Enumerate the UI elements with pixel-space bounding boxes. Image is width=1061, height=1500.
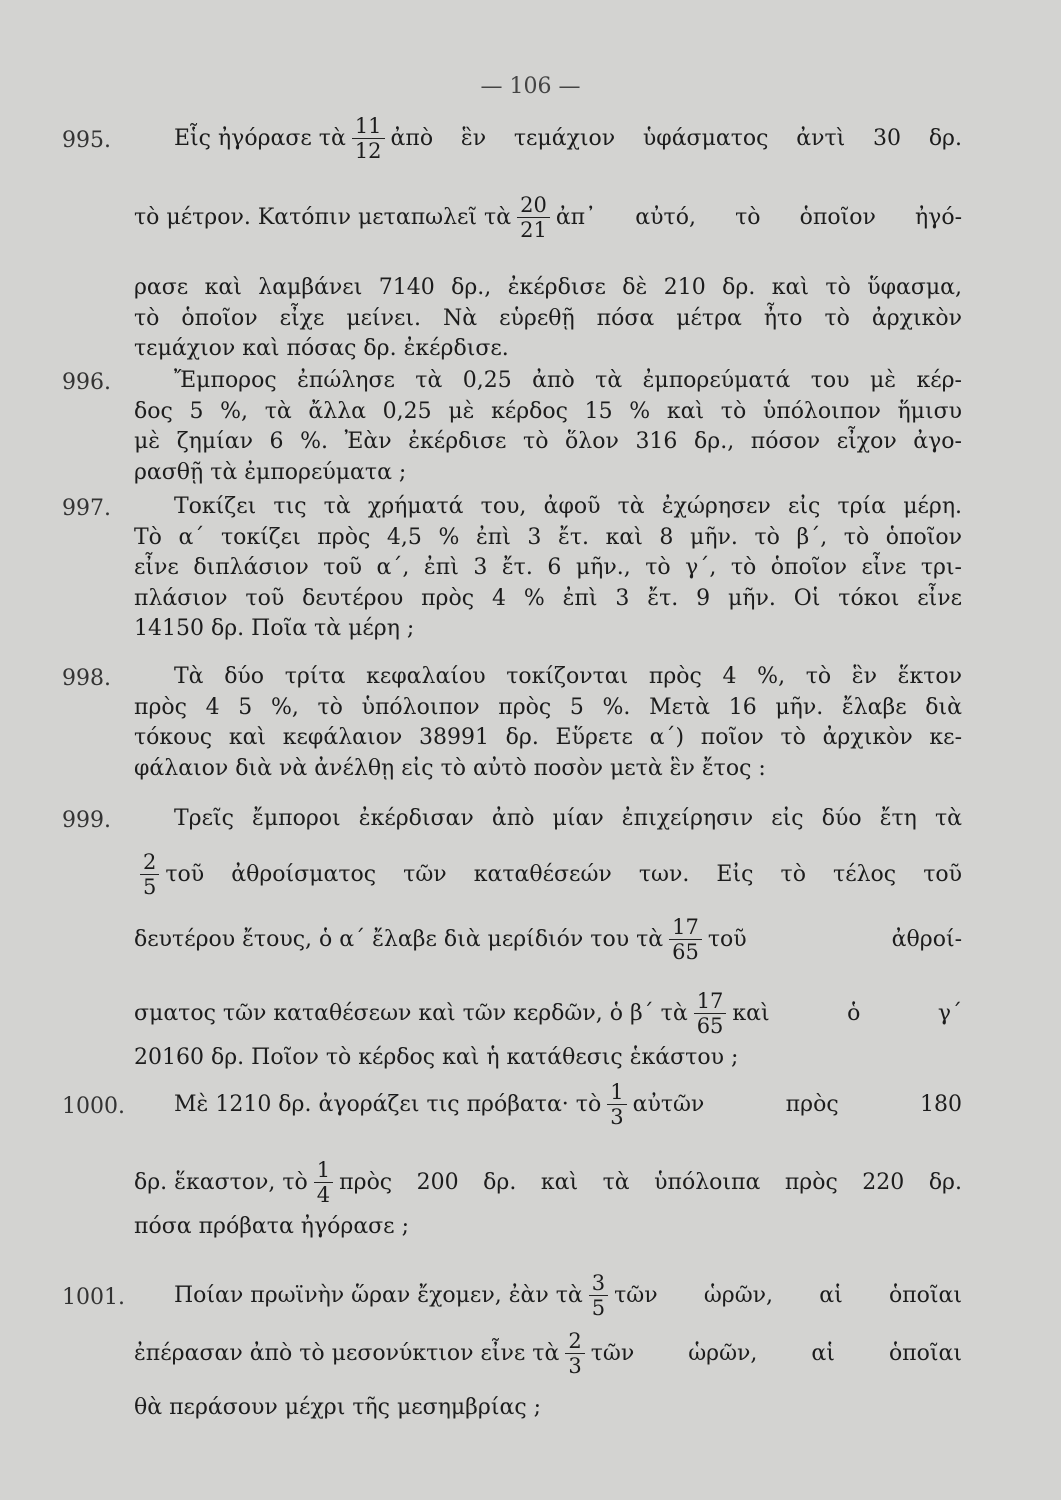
fraction	[669, 915, 702, 964]
line-text: Τρεῖς ἔμποροι ἐκέρδισαν ἀπὸ μίαν ἐπιχείρησιν εἰς δύο ἔτη τὰ	[174, 806, 962, 831]
line-text-after-fraction: τῶν ὡρῶν, αἱ ὁποῖαι	[614, 1282, 962, 1308]
line-text-after-fraction: ἀπὸ ἓν τεμάχιον ὑφάσματος ἀντὶ 30 δρ.	[390, 125, 962, 151]
fraction	[314, 1158, 333, 1207]
fraction-denominator: 4	[314, 1182, 333, 1207]
fraction	[140, 850, 159, 899]
text-line	[134, 756, 962, 782]
line-text-before-fraction: σματος τῶν καταθέσεων καὶ τῶν κερδῶν, ὁ β΄ τὰ	[134, 1000, 688, 1026]
fraction	[589, 1271, 608, 1320]
line-text-before-fraction: ἐπέρασαν ἀπὸ τὸ μεσονύκτιον εἶνε τὰ	[134, 1340, 560, 1366]
fraction	[517, 193, 550, 242]
text-line	[134, 336, 962, 362]
fraction-numerator: 20	[520, 193, 547, 217]
line-text-before-fraction: Ποίαν πρωϊνὴν ὥραν ἔχομεν, ἐὰν τὰ	[174, 1282, 583, 1308]
line-text-before-fraction: Εἷς ἠγόρασε τὰ	[174, 125, 346, 151]
fraction-denominator: 5	[589, 1295, 608, 1320]
line-text: τόκους καὶ κεφάλαιον 38991 δρ. Εὕρετε α΄) ποῖον τὸ ἀρχικὸν κε-	[134, 725, 962, 750]
line-text-after-fraction: τοῦ ἀθροίσματος τῶν καταθέσεών των. Εἰς τὸ τέλος τοῦ	[165, 861, 962, 887]
fraction	[607, 1080, 626, 1129]
text-line	[134, 429, 962, 455]
text-line	[174, 664, 962, 690]
line-text-after-fraction: ἀπ᾽ αὐτό, τὸ ὁποῖον ἠγό-	[555, 204, 962, 230]
line-text-before-fraction: δρ. ἕκαστον, τὸ	[134, 1169, 308, 1195]
text-line	[134, 586, 962, 612]
line-text-after-fraction: τῶν ὡρῶν, αἱ ὁποῖαι	[590, 1340, 962, 1366]
text-line	[134, 616, 962, 642]
text-line	[134, 555, 962, 581]
fraction-denominator: 12	[352, 138, 385, 163]
text-line	[134, 989, 962, 1038]
fraction-numerator: 17	[696, 989, 724, 1013]
line-text: θὰ περάσουν μέχρι τῆς μεσημβρίας ;	[134, 1395, 542, 1420]
line-text: ρασε καὶ λαμβάνει 7140 δρ., ἐκέρδισε δὲ 210 δρ. καὶ τὸ ὕφασμα,	[134, 275, 962, 300]
problem-number: 998.	[62, 666, 111, 691]
problem-number: 997.	[62, 496, 111, 521]
problem-number: 1001.	[62, 1285, 125, 1310]
fraction-denominator: 3	[565, 1353, 584, 1378]
fraction	[352, 114, 385, 163]
line-text: Ἔμπορος ἐπώλησε τὰ 0,25 ἀπὸ τὰ ἐμπορεύματά του μὲ κέρ-	[174, 368, 962, 393]
line-text: φάλαιον διὰ νὰ ἀνέλθῃ εἰς τὸ αὐτὸ ποσὸν μετὰ ἓν ἔτος :	[134, 756, 766, 781]
text-line	[134, 306, 962, 332]
text-line	[134, 850, 962, 899]
fraction-numerator: 11	[354, 114, 382, 138]
line-text-before-fraction: Μὲ 1210 δρ. ἀγοράζει τις πρόβατα· τὸ	[174, 1091, 602, 1117]
text-line	[174, 1271, 962, 1320]
fraction-numerator: 2	[143, 850, 157, 874]
text-line	[134, 525, 962, 551]
text-line	[134, 1045, 962, 1071]
text-line	[174, 114, 962, 163]
fraction-denominator: 65	[694, 1013, 727, 1038]
line-text: 14150 δρ. Ποῖα τὰ μέρη ;	[134, 616, 415, 641]
page-number: — 106 —	[480, 74, 581, 99]
problem-number: 999.	[62, 808, 111, 833]
text-line	[134, 399, 962, 425]
line-text-after-fraction: πρὸς 200 δρ. καὶ τὰ ὑπόλοιπα πρὸς 220 δρ.	[339, 1169, 962, 1195]
line-text-after-fraction: αὐτῶν πρὸς 180	[632, 1091, 962, 1117]
line-text: εἶνε διπλάσιον τοῦ α΄, ἐπὶ 3 ἔτ. 6 μῆν., τὸ γ΄, τὸ ὁποῖον εἶνε τρι-	[134, 555, 962, 580]
fraction-numerator: 1	[316, 1158, 331, 1182]
line-text: πρὸς 4 5 %, τὸ ὑπόλοιπον πρὸς 5 %. Μετὰ 16 μῆν. ἔλαβε διὰ	[134, 695, 962, 720]
problem-number: 995.	[62, 128, 111, 153]
fraction-denominator: 3	[607, 1104, 626, 1129]
line-text: δος 5 %, τὰ ἄλλα 0,25 μὲ κέρδος 15 % καὶ τὸ ὑπόλοιπον ἥμισυ	[134, 399, 962, 424]
line-text: πόσα πρόβατα ἠγόρασε ;	[134, 1214, 409, 1239]
line-text: Τὸ α΄ τοκίζει πρὸς 4,5 % ἐπὶ 3 ἔτ. καὶ 8 μῆν. τὸ β΄, τὸ ὁποῖον	[134, 525, 962, 550]
text-line	[134, 915, 962, 964]
line-text: μὲ ζημίαν 6 %. Ἐὰν ἐκέρδισε τὸ ὅλον 316 δρ., πόσον εἶχον ἀγο-	[134, 429, 962, 454]
text-line	[134, 695, 962, 721]
fraction-denominator: 5	[140, 874, 159, 899]
line-text-before-fraction: τὸ μέτρον. Κατόπιν μεταπωλεῖ τὰ	[134, 204, 512, 230]
line-text: πλάσιον τοῦ δευτέρου πρὸς 4 % ἐπὶ 3 ἔτ. 9 μῆν. Οἱ τόκοι εἶνε	[134, 586, 962, 611]
text-line	[134, 193, 962, 242]
text-line	[134, 725, 962, 751]
line-text: τὸ ὁποῖον εἶχε μείνει. Νὰ εὑρεθῇ πόσα μέτρα ἦτο τὸ ἀρχικὸν	[134, 306, 962, 331]
text-line	[134, 1329, 962, 1378]
text-line	[134, 1158, 962, 1207]
text-line	[134, 1395, 962, 1421]
fraction-numerator: 2	[568, 1329, 582, 1353]
line-text-before-fraction: δευτέρου ἔτους, ὁ α΄ ἔλαβε διὰ μερίδιόν του τὰ	[134, 926, 664, 952]
text-line	[174, 494, 962, 520]
text-line	[174, 368, 962, 394]
text-line	[174, 806, 962, 832]
text-line	[134, 1214, 962, 1240]
text-line	[174, 1080, 962, 1129]
line-text-after-fraction: τοῦ ἀθροί-	[707, 926, 962, 952]
line-text: 20160 δρ. Ποῖον τὸ κέρδος καὶ ἡ κατάθεσις ἑκάστου ;	[134, 1045, 739, 1070]
line-text-after-fraction: καὶ ὁ γ΄	[732, 1000, 962, 1026]
line-text: ρασθῇ τὰ ἐμπορεύματα ;	[134, 460, 407, 485]
fraction-numerator: 1	[610, 1080, 624, 1104]
line-text: τεμάχιον καὶ πόσας δρ. ἐκέρδισε.	[134, 336, 509, 361]
line-text: Τὰ δύο τρίτα κεφαλαίου τοκίζονται πρὸς 4 %, τὸ ἓν ἕκτον	[174, 664, 962, 689]
text-line	[134, 460, 962, 486]
fraction-numerator: 3	[591, 1271, 606, 1295]
problem-number: 1000.	[62, 1094, 125, 1119]
line-text: Τοκίζει τις τὰ χρήματά του, ἀφοῦ τὰ ἐχώρησεν εἰς τρία μέρη.	[174, 494, 962, 519]
fraction-numerator: 17	[672, 915, 699, 939]
text-line	[134, 275, 962, 301]
fraction-denominator: 65	[669, 939, 702, 964]
fraction	[694, 989, 727, 1038]
problem-number: 996.	[62, 370, 111, 395]
fraction-denominator: 21	[517, 217, 550, 242]
fraction	[565, 1329, 584, 1378]
